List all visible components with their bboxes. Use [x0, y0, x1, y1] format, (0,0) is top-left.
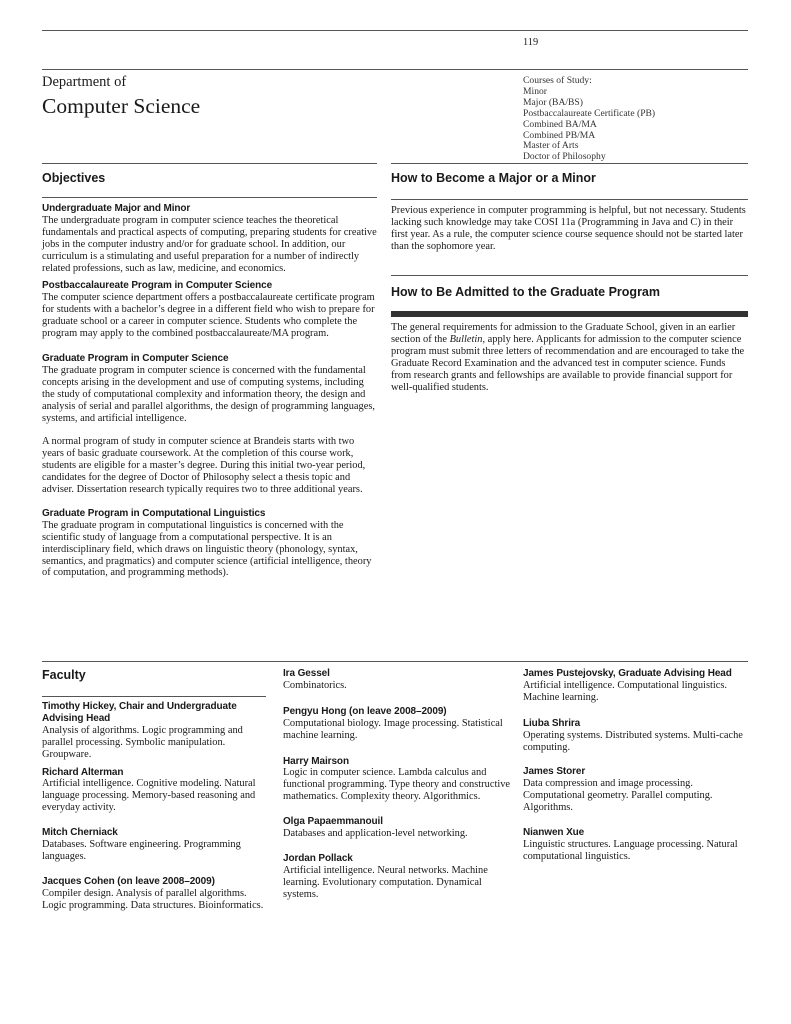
undergrad-heading: Undergraduate Major and Minor: [42, 203, 191, 214]
major-rule: [391, 199, 748, 200]
course-item: Major (BA/BS): [523, 96, 583, 108]
grad-heading: Graduate Program in Computer Science: [42, 352, 229, 364]
page-number: 119: [523, 37, 539, 48]
faculty-research: Linguistic structures. Language processing. Natural computational linguistics.: [523, 838, 738, 862]
faculty-entry: [283, 668, 511, 692]
faculty-entry: [42, 767, 268, 815]
faculty-entry: [283, 706, 511, 742]
header-rule: [42, 69, 748, 70]
faculty-research: Artificial intelligence. Neural networks. Machine learning. Evolutionary computation. Dynamical systems.: [283, 864, 488, 900]
faculty-research: Artificial intelligence. Computational linguistics. Machine learning.: [523, 679, 728, 703]
faculty-name: Liuba Shrira: [523, 717, 581, 729]
faculty-entry: [283, 853, 511, 901]
faculty-name: Ira Gessel: [283, 668, 330, 679]
major-heading: How to Become a Major or a Minor: [391, 171, 596, 185]
dept-prefix: Department of: [42, 74, 127, 90]
course-item: Postbaccalaureate Certificate (PB): [523, 107, 656, 119]
faculty-entry: [42, 876, 268, 912]
course-item: Master of Arts: [523, 140, 579, 152]
faculty-entry: [523, 668, 749, 704]
course-item: Combined BA/MA: [523, 118, 597, 130]
objectives-rule: [42, 197, 377, 198]
undergrad-text: The undergraduate program in computer science teaches the theoretical fundamentals and practical aspects of computing, preparing students for creative jobs in the computer industry and/or for graduate school. In addition, our curriculum is a stimulating and useful preparation for a number of indirectly related professions, such as law, medicine, and economics.: [42, 214, 377, 274]
objectives-body: [42, 203, 378, 579]
bulletin-title: Bulletin: [449, 333, 483, 345]
course-item: Combined PB/MA: [523, 129, 596, 141]
faculty-entry: [523, 827, 749, 863]
section-rule-left: [42, 163, 377, 164]
faculty-name: Jordan Pollack: [283, 852, 353, 864]
faculty-name: Harry Mairson: [283, 755, 349, 767]
faculty-research: Combinatorics.: [283, 679, 347, 691]
faculty-name: James Storer: [523, 766, 586, 778]
course-item: Minor: [523, 85, 547, 97]
admit-top-rule: [391, 275, 748, 276]
major-text: Previous experience in computer programming is helpful, but not necessary. Students lacking such knowledge may take COSI 11a (Programming in Java and C) in their first year. As a rule, the computer science course sequence should not be started later than the sophomore year.: [391, 205, 746, 252]
faculty-research: Logic in computer science. Lambda calculus and functional programming. Type theory and constructive mathematics. Complexity theory. Algorithmics.: [283, 767, 511, 803]
faculty-column-1: [42, 701, 268, 912]
faculty-entry: [42, 701, 268, 761]
postbac-text: The computer science department offers a postbaccalaureate certificate program for students with a bachelor’s degree in a different field who wish to prepare for graduate school or a career in computer science. Students who complete the program may apply to the combined postbaccalaureate/MA program.: [42, 292, 375, 340]
faculty-research: Data compression and image processing. Computational geometry. Parallel computing. Algorithms.: [523, 778, 713, 814]
faculty-heading: Faculty: [42, 668, 86, 682]
admit-text-end: , apply here. Applicants for admission to the computer science program must submit three letters of recommendation and are encouraged to take the Graduate Record Examination and the advanced test in computer science. Funds from research grants and fellowships are available to provide financial support for well-qualified students.: [391, 333, 745, 393]
faculty-name: Mitch Cherniack: [42, 827, 118, 839]
faculty-research: Computational biology. Image processing. Statistical machine learning.: [283, 717, 503, 741]
ling-text: The graduate program in computational linguistics is concerned with the scientific study of language from a computational perspective. It is an interdisciplinary field, which draws on linguistic theory (phonology, syntax, semantics, and pragmatics) and computer science (artificial intelligence, theory of computation, and programming methods).: [42, 519, 372, 579]
faculty-top-rule: [42, 661, 748, 662]
admit-heading: How to Be Admitted to the Graduate Program: [391, 285, 661, 299]
page-title: Computer Science: [42, 94, 201, 118]
faculty-entry: [523, 718, 749, 754]
faculty-research: Artificial intelligence. Cognitive modeling. Natural language processing. Memory-based reasoning and everyday activity.: [42, 778, 256, 814]
objectives-heading: Objectives: [42, 171, 106, 185]
faculty-name: Timothy Hickey, Chair and Undergraduate Advising Head: [42, 701, 237, 724]
top-rule: [42, 30, 748, 31]
faculty-name: Pengyu Hong (on leave 2008–2009): [283, 705, 447, 717]
faculty-entry: [42, 827, 268, 863]
faculty-entry: [283, 816, 511, 840]
ling-heading: Graduate Program in Computational Linguistics: [42, 507, 266, 519]
admit-text-start: The general requirements for admission to the Graduate School, given in an earlier section of the: [391, 322, 736, 345]
admit-thick-rule: [391, 311, 748, 317]
postbac-heading: Postbaccalaureate Program in Computer Science: [42, 280, 273, 292]
faculty-research: Analysis of algorithms. Logic programming and parallel processing. Symbolic manipulation. Groupware.: [42, 724, 243, 760]
faculty-research: Databases. Software engineering. Programming languages.: [42, 839, 241, 862]
faculty-research: Compiler design. Analysis of parallel algorithms. Logic programming. Data structures. Bioinformatics.: [42, 887, 264, 911]
faculty-name: Jacques Cohen (on leave 2008–2009): [42, 875, 215, 887]
faculty-research: Operating systems. Distributed systems. Multi-cache computing.: [523, 729, 743, 753]
grad-text: The graduate program in computer science is concerned with the fundamental concepts arising in the development and use of computing systems, including the study of computational complexity and information theory, the design and analysis of serial and parallel algorithms, the design of programming languages, systems, and artificial intelligence.: [42, 364, 375, 424]
faculty-name: James Pustejovsky, Graduate Advising Head: [523, 668, 732, 679]
faculty-name: Nianwen Xue: [523, 827, 585, 839]
course-item: Doctor of Philosophy: [523, 151, 606, 163]
grad-text-2: A normal program of study in computer science at Brandeis starts with two years of basic graduate coursework. At the completion of this course work, students are eligible for a master’s degree. During this initial two-year period, candidates for the degree of Doctor of Philosophy select a thesis topic and adviser. Dissertation research typically requires two to three additional years.: [42, 436, 366, 496]
section-rule-right: [391, 163, 748, 164]
faculty-rule: [42, 696, 266, 697]
faculty-name: Olga Papaemmanouil: [283, 816, 383, 828]
courses-of-study-list: [523, 76, 655, 163]
faculty-entry: [523, 766, 749, 814]
admit-text: [391, 322, 748, 393]
faculty-name: Richard Alterman: [42, 766, 124, 778]
faculty-column-3: [523, 668, 749, 863]
faculty-entry: [283, 756, 511, 804]
courses-label: Courses of Study:: [523, 75, 592, 86]
faculty-column-2: [283, 668, 511, 901]
faculty-research: Databases and application-level networking.: [283, 828, 468, 840]
